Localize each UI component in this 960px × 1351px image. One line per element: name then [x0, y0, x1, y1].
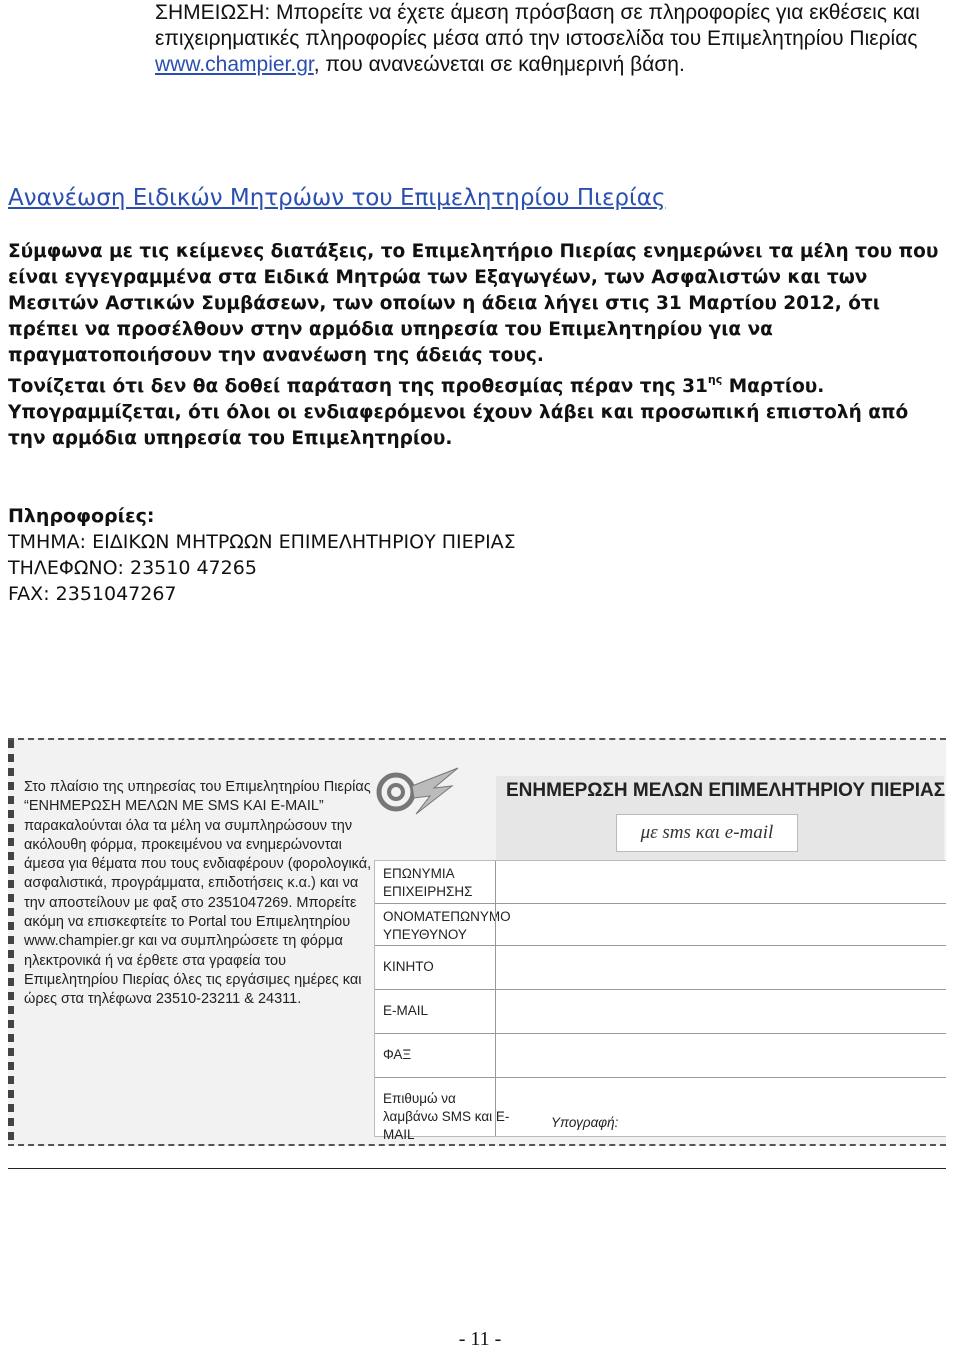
flyer-description: Στο πλαίσιο της υπηρεσίας του Επιμελητηρίου Πιερίας “ΕΝΗΜΕΡΩΣΗ ΜΕΛΩΝ ΜΕ SMS ΚΑΙ E-MAIL” παρακαλούνται όλα τα μέλη να συμπληρώσουν την ακόλουθη φόρμα, προκειμένου να ενημερώνονται άμεσα για θέματα που τους ενδιαφέρουν (φορολογικά, ασφαλιστικά, προγράμματα, επιδοτήσεις κ.α.) και να την αποστείλουν με φαξ στο 2351047269. Μπορείτε ακόμη να επισκεφτείτε το Portal του Επιμελητηρίου www.champier.gr και να συμπληρώσετε τη φόρμα ηλεκτρονικά ή να έρθετε στα γραφεία του Επιμελητηρίου Πιερίας όλες τις εργάσιμες ημέρες και ώρες στα τηλέφωνα 23510-23211 & 24311.	[24, 779, 372, 1008]
contact-info	[8, 503, 948, 607]
website-link[interactable]: www.champier.gr	[155, 53, 314, 76]
flyer-header	[496, 776, 944, 862]
form-row	[375, 861, 946, 903]
page-number: - 11 -	[458, 1328, 502, 1350]
form-row	[375, 903, 946, 946]
form-label: Επιθυμώ να λαμβάνω SMS και E-MAIL	[383, 1091, 510, 1142]
dashed-border	[8, 740, 14, 1144]
form-row	[375, 989, 946, 1034]
info-dept: ΤΜΗΜΑ: ΕΙΔΙΚΩΝ ΜΗΤΡΩΩΝ ΕΠΙΜΕΛΗΤΗΡΙΟΥ ΠΙΕΡΙΑΣ	[8, 531, 516, 553]
form-label: E-MAIL	[383, 1003, 429, 1018]
note-paragraph	[155, 0, 955, 78]
note-text: ΣΗΜΕΙΩΣΗ: Μπορείτε να έχετε άμεση πρόσβαση σε πληροφορίες για εκθέσεις και επιχειρηματικές πληροφορίες μέσα από την ιστοσελίδα του Επιμελητηρίου Πιερίας	[155, 1, 920, 50]
form-label: ΦΑΞ	[383, 1047, 412, 1062]
body-paragraph-3: Υπογραμμίζεται, ότι όλοι οι ενδιαφερόμενοι έχουν λάβει και προσωπική επιστολή από την αρμόδια υπηρεσία του Επιμελητηρίου.	[8, 402, 909, 450]
info-phone: ΤΗΛΕΦΩΝΟ: 23510 47265	[8, 557, 257, 579]
info-fax: FAX: 2351047267	[8, 583, 177, 605]
form-row	[375, 1033, 946, 1078]
divider	[8, 1168, 946, 1169]
info-title: Πληροφορίες:	[8, 505, 155, 527]
body-paragraph-1: Σύμφωνα με τις κείμενες διατάξεις, το Επιμελητήριο Πιερίας ενημερώνει τα μέλη του που είναι εγγεγραμμένα στα Ειδικά Μητρώα των Εξαγωγέων, των Ασφαλιστών και των Μεσιτών Αστικών Συμβάσεων, των οποίων η άδεια λήγει στις 31 Μαρτίου 2012, ότι πρέπει να προσέλθουν στην αρμόδια υπηρεσία του Επιμελητηρίου για να πραγματοποιήσουν την ανανέωση της άδειάς τους.	[8, 241, 939, 366]
signup-form	[374, 860, 946, 1142]
signature-label: Υπογραφή:	[551, 1115, 619, 1130]
form-row	[375, 1077, 946, 1142]
flyer-header-subtitle: με sms και e-mail	[616, 814, 798, 852]
form-label: ΟΝΟΜΑΤΕΠΩΝΥΜΟ ΥΠΕΥΘΥΝΟΥ	[383, 909, 511, 942]
form-label: ΕΠΩΝΥΜΙΑ ΕΠΙΧΕΙΡΗΣΗΣ	[383, 866, 473, 899]
flyer-header-title: ΕΝΗΜΕΡΩΣΗ ΜΕΛΩΝ ΕΠΙΜΕΛΗΤΗΡΙΟΥ ΠΙΕΡΙΑΣ	[506, 780, 946, 801]
form-label: ΚΙΝΗΤΟ	[383, 959, 434, 974]
section-title: Ανανέωση Ειδικών Μητρώων του Επιμελητηρίου Πιερίας	[8, 185, 666, 211]
flyer-image	[8, 738, 946, 1146]
body-text	[8, 239, 952, 452]
form-row	[375, 945, 946, 990]
body-paragraph-2: Τονίζεται ότι δεν θα δοθεί παράταση της προθεσμίας πέραν της $31^{\eta\varsigma}$ Μαρτίου.	[8, 373, 825, 398]
email-at-icon	[372, 764, 462, 820]
note-text-end: , που ανανεώνεται σε καθημερινή βάση.	[313, 53, 685, 76]
